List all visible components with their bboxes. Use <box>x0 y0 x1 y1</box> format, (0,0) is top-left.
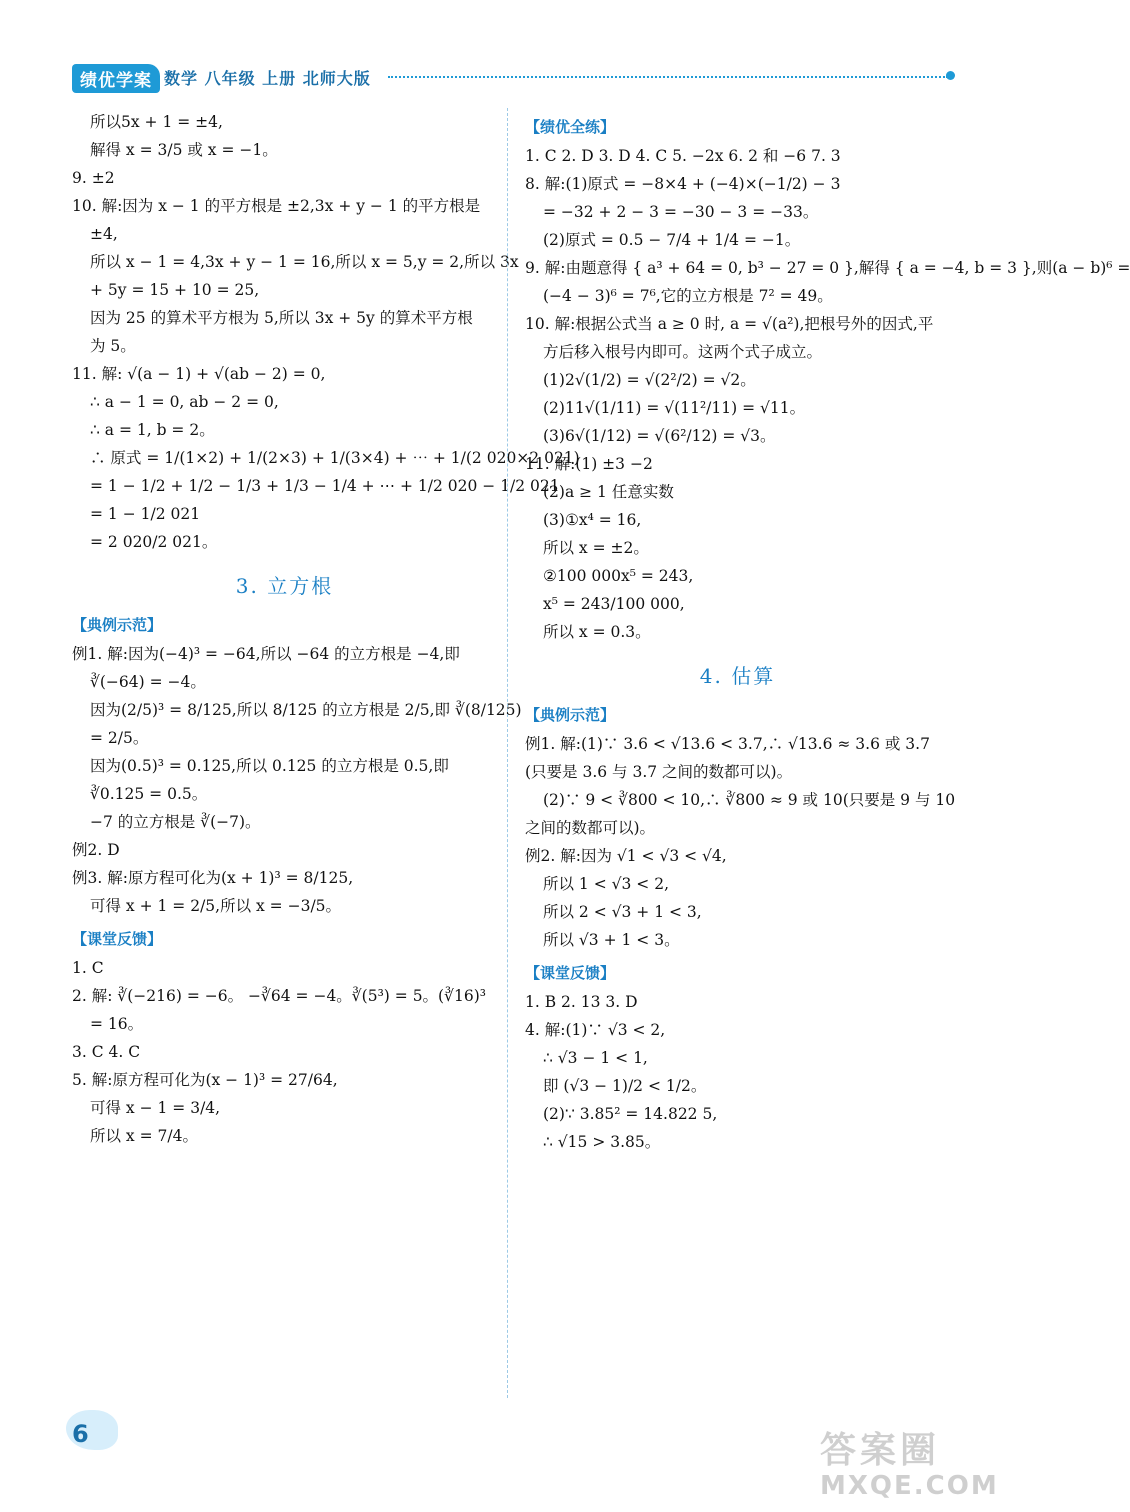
answer-line: (3)6√(1/12) = √(6²/12) = √3。 <box>543 427 776 445</box>
answer-line: 所以5x + 1 = ±4, <box>90 113 223 131</box>
section-label: 【课堂反馈】 <box>72 930 163 948</box>
answer-line: ∛(−64) = −4。 <box>90 673 206 691</box>
section-label: 【典例示范】 <box>525 706 616 724</box>
header-dotted-rule <box>388 76 948 78</box>
answer-line: x⁵ = 243/100 000, <box>543 595 685 613</box>
question-line: 3. C 4. C <box>72 1043 141 1061</box>
answer-line: 所以 1 < √3 < 2, <box>543 875 669 893</box>
answer-line: (1)2√(1/2) = √(2²/2) = √2。 <box>543 371 756 389</box>
answer-line: 解得 x = 3/5 或 x = −1。 <box>90 141 278 159</box>
watermark-text: 答案圈 <box>820 1430 941 1471</box>
answer-line: −7 的立方根是 ∛(−7)。 <box>90 813 261 831</box>
question-line: 4. 解:(1)∵ √3 < 2, <box>525 1021 666 1039</box>
answer-line: (3)①x⁴ = 16, <box>543 511 642 529</box>
page-number: 6 <box>72 1420 89 1448</box>
brand-logo: 绩优学案 <box>72 64 160 93</box>
answer-line: 为 5。 <box>90 337 136 355</box>
question-line: 例1. 解:(1)∵ 3.6 < √13.6 < 3.7,∴ √13.6 ≈ 3.6 或 3.7 <box>525 735 930 753</box>
question-line: 10. 解:根据公式当 a ≥ 0 时, a = √(a²),把根号外的因式,平 <box>525 315 934 333</box>
question-line: 11. 解: √(a − 1) + √(ab − 2) = 0, <box>72 365 326 383</box>
answer-line: 因为 25 的算术平方根为 5,所以 3x + 5y 的算术平方根 <box>90 309 473 327</box>
answer-line: 所以 x = 7/4。 <box>90 1127 198 1145</box>
question-line: 10. 解:因为 x − 1 的平方根是 ±2,3x + y − 1 的平方根是 <box>72 197 481 215</box>
question-line: 11. 解:(1) ±3 −2 <box>525 455 653 473</box>
section-label: 【绩优全练】 <box>525 118 616 136</box>
answer-line: = −32 + 2 − 3 = −30 − 3 = −33。 <box>543 203 819 221</box>
question-line: 例2. D <box>72 841 120 859</box>
question-line: 1. C 2. D 3. D 4. C 5. −2x 6. 2 和 −6 7. 3 <box>525 147 841 165</box>
answer-line: (2)11√(1/11) = √(11²/11) = √11。 <box>543 399 806 417</box>
answer-line: 所以 √3 + 1 < 3。 <box>543 931 680 949</box>
answer-line: = 1 − 1/2 + 1/2 − 1/3 + 1/3 − 1/4 + ⋯ + 1/2 020 − 1/2 021 <box>90 477 560 495</box>
answer-line: (−4 − 3)⁶ = 7⁶,它的立方根是 7² = 49。 <box>543 287 833 305</box>
answer-line: = 1 − 1/2 021 <box>90 505 201 523</box>
question-line: 例1. 解:因为(−4)³ = −64,所以 −64 的立方根是 −4,即 <box>72 645 460 663</box>
answer-line: 即 (√3 − 1)/2 < 1/2。 <box>543 1077 707 1095</box>
question-line: 8. 解:(1)原式 = −8×4 + (−4)×(−1/2) − 3 <box>525 175 841 193</box>
book-subject: 数学 八年级 上册 北师大版 <box>164 69 371 88</box>
answer-line: 因为(2/5)³ = 8/125,所以 8/125 的立方根是 2/5,即 ∛(8/125) <box>90 701 522 719</box>
question-line: 9. ±2 <box>72 169 115 187</box>
section-label: 【课堂反馈】 <box>525 964 616 982</box>
section-title: 4. 估算 <box>699 664 776 688</box>
right-column <box>525 108 1130 1156</box>
answer-line: ②100 000x⁵ = 243, <box>543 567 694 585</box>
answer-line: + 5y = 15 + 10 = 25, <box>90 281 260 299</box>
answer-line: (只要是 3.6 与 3.7 之间的数都可以)。 <box>525 763 793 781</box>
answer-line: ∴ 原式 = 1/(1×2) + 1/(2×3) + 1/(3×4) + ⋯ + 1/(2 020×2 021) <box>90 449 580 467</box>
answer-line: 所以 x = 0.3。 <box>543 623 651 641</box>
answer-line: ∴ √3 − 1 < 1, <box>543 1049 648 1067</box>
answer-line: (2)∵ 3.85² = 14.822 5, <box>543 1105 718 1123</box>
column-divider <box>507 108 508 1398</box>
question-line: 1. C <box>72 959 104 977</box>
answer-line: (2)原式 = 0.5 − 7/4 + 1/4 = −1。 <box>543 231 801 249</box>
question-line: 5. 解:原方程可化为(x − 1)³ = 27/64, <box>72 1071 338 1089</box>
answer-line: ∴ √15 > 3.85。 <box>543 1133 661 1151</box>
answer-line: 因为(0.5)³ = 0.125,所以 0.125 的立方根是 0.5,即 <box>90 757 449 775</box>
watermark-url: MXQE.COM <box>820 1471 999 1501</box>
answer-line: (2)a ≥ 1 任意实数 <box>543 483 674 501</box>
answer-line: 可得 x + 1 = 2/5,所以 x = −3/5。 <box>90 897 342 915</box>
page-header <box>72 60 962 90</box>
header-dot <box>946 71 955 80</box>
answer-line: 所以 x − 1 = 4,3x + y − 1 = 16,所以 x = 5,y = 2,所以 3x <box>90 253 519 271</box>
answer-line: = 16。 <box>90 1015 144 1033</box>
watermark <box>820 1430 999 1501</box>
answer-line: 之间的数都可以)。 <box>525 819 656 837</box>
answer-line: ±4, <box>90 225 118 243</box>
question-line: 2. 解: ∛(−216) = −6。 −∛64 = −4。∛(5³) = 5。(∛16)³ <box>72 987 486 1005</box>
answer-line: 方后移入根号内即可。这两个式子成立。 <box>543 343 823 361</box>
answer-line: 所以 2 < √3 + 1 < 3, <box>543 903 702 921</box>
answer-line: ∴ a = 1, b = 2。 <box>90 421 215 439</box>
answer-line: = 2/5。 <box>90 729 149 747</box>
answer-line: 可得 x − 1 = 3/4, <box>90 1099 221 1117</box>
question-line: 1. B 2. 13 3. D <box>525 993 638 1011</box>
answer-line: ∴ a − 1 = 0, ab − 2 = 0, <box>90 393 279 411</box>
section-label: 【典例示范】 <box>72 616 163 634</box>
answer-line: ∛0.125 = 0.5。 <box>90 785 208 803</box>
question-line: 例2. 解:因为 √1 < √3 < √4, <box>525 847 727 865</box>
question-line: 9. 解:由题意得 { a³ + 64 = 0, b³ − 27 = 0 },解得 { a = −4, b = 3 },则(a − b)⁶ = <box>525 259 1130 277</box>
answer-line: = 2 020/2 021。 <box>90 533 218 551</box>
question-line: 例3. 解:原方程可化为(x + 1)³ = 8/125, <box>72 869 354 887</box>
section-title: 3. 立方根 <box>235 574 334 598</box>
answer-line: (2)∵ 9 < ∛800 < 10,∴ ∛800 ≈ 9 或 10(只要是 9 与 10 <box>543 791 956 809</box>
answer-line: 所以 x = ±2。 <box>543 539 649 557</box>
